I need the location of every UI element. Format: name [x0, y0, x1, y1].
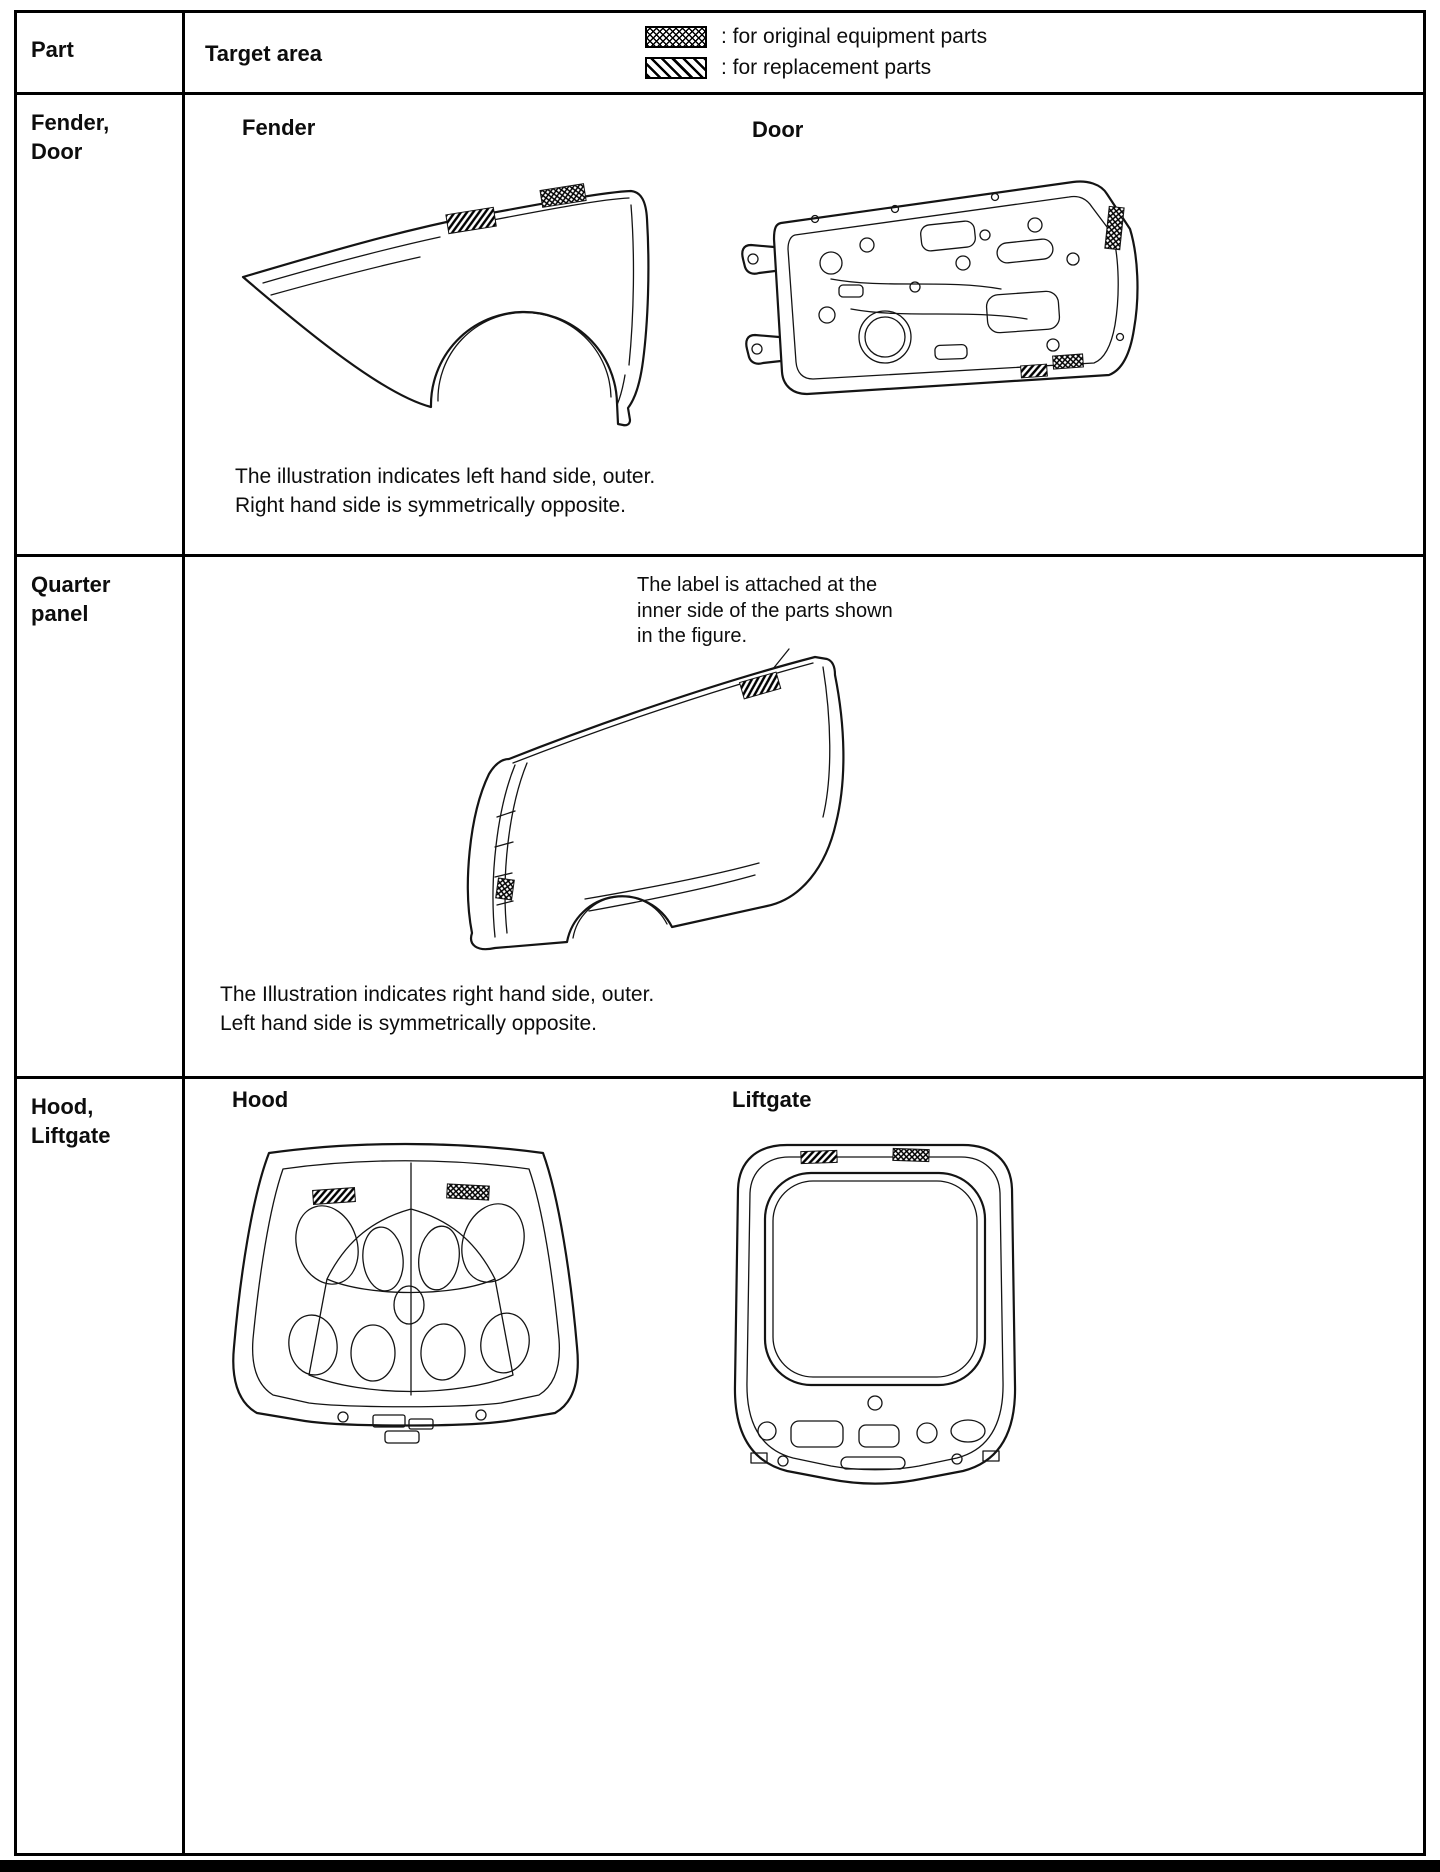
legend-replacement-label: : for replacement parts [721, 55, 932, 79]
fender-illustration [235, 165, 675, 435]
note-line: The illustration indicates left hand side, outer. [235, 465, 656, 488]
note-line: Right hand side is symmetrically opposite. [235, 493, 627, 517]
target-area-header-label: Target area [205, 41, 322, 66]
quarter-panel-note [220, 981, 654, 1039]
legend-row-replacement [645, 52, 987, 83]
legend [645, 21, 987, 83]
part-cell-fender-door [17, 95, 185, 557]
replacement-parts-patch [801, 1150, 837, 1163]
annotation-line: The label is attached at the [637, 574, 878, 596]
oe-parts-patch [893, 1148, 929, 1161]
target-cell-quarter-panel [185, 557, 1423, 1079]
diagonal-hatch-swatch [645, 57, 707, 79]
fender-door-note [235, 463, 655, 521]
part-name-hood-liftgate [17, 1079, 182, 1150]
note-line: Left hand side is symmetrically opposite. [220, 1011, 598, 1035]
legend-row-original [645, 21, 987, 52]
part-name-fender-door [17, 95, 182, 166]
part-name-line: Door [31, 138, 83, 164]
part-name-line: Liftgate [31, 1122, 111, 1148]
replacement-parts-patch [1021, 364, 1048, 378]
scan-edge [0, 1860, 1440, 1872]
parts-table [14, 10, 1426, 1856]
part-cell-hood-liftgate [17, 1079, 185, 1853]
oe-parts-patch [1053, 354, 1084, 369]
hood-illustration [225, 1137, 585, 1467]
part-name-quarter-panel [17, 557, 182, 628]
part-name-line: Quarter [31, 572, 111, 597]
door-figure-label: Door [752, 117, 804, 142]
oe-parts-patch [447, 1184, 490, 1200]
annotation-line: in the figure. [637, 625, 748, 648]
label-location-annotation [637, 573, 917, 650]
part-name-line: Fender, [31, 110, 110, 135]
header-part-cell [17, 13, 185, 95]
door-illustration [735, 167, 1155, 417]
hood-figure-label: Hood [232, 1087, 289, 1112]
annotation-line: inner side of the parts shown [637, 599, 893, 622]
part-cell-quarter-panel [17, 557, 185, 1079]
part-name-line: panel [31, 600, 89, 626]
part-header-label: Part [31, 37, 74, 62]
crosshatch-swatch [645, 26, 707, 48]
legend-original-label: : for original equipment parts [721, 24, 988, 48]
target-cell-fender-door [185, 95, 1423, 557]
quarter-panel-illustration [455, 647, 875, 969]
target-cell-hood-liftgate [185, 1079, 1423, 1853]
liftgate-illustration [725, 1135, 1025, 1505]
oe-parts-patch [496, 878, 515, 900]
replacement-parts-patch [313, 1188, 356, 1205]
part-name-line: Hood, [31, 1094, 94, 1119]
header-target-cell [185, 13, 1423, 95]
fender-figure-label: Fender [242, 115, 316, 140]
note-line: The Illustration indicates right hand side, outer. [220, 983, 655, 1006]
liftgate-figure-label: Liftgate [732, 1087, 812, 1112]
